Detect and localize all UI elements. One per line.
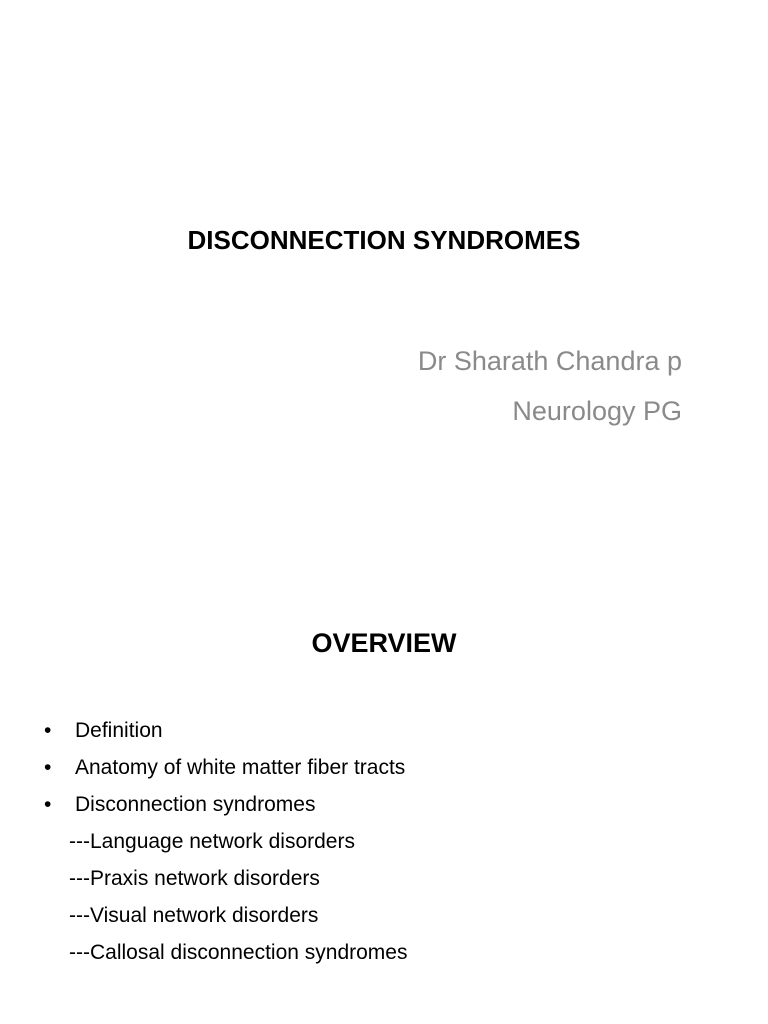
- bullet-text: Disconnection syndromes: [75, 793, 316, 816]
- bullet-icon: •: [44, 719, 52, 742]
- author-affiliation: Neurology PG: [512, 396, 682, 426]
- overview-heading: OVERVIEW: [311, 628, 457, 658]
- bullet-text: Anatomy of white matter fiber tracts: [75, 756, 406, 779]
- sub-list-item: ---Visual network disorders: [69, 904, 319, 927]
- list-item: [44, 749, 407, 786]
- list-item: [44, 786, 407, 823]
- author-name: Dr Sharath Chandra p: [417, 346, 682, 376]
- sub-list-item: ---Praxis network disorders: [69, 867, 320, 890]
- sub-list-item: ---Callosal disconnection syndromes: [69, 941, 408, 964]
- presentation-title: DISCONNECTION SYNDROMES: [187, 225, 581, 255]
- bullet-icon: •: [44, 793, 52, 816]
- bullet-icon: •: [44, 756, 52, 779]
- list-item: [44, 712, 407, 749]
- overview-slide: [0, 512, 768, 1024]
- bullet-text: Definition: [75, 719, 163, 742]
- sub-list-item: ---Language network disorders: [69, 830, 355, 853]
- overview-list: [44, 712, 407, 971]
